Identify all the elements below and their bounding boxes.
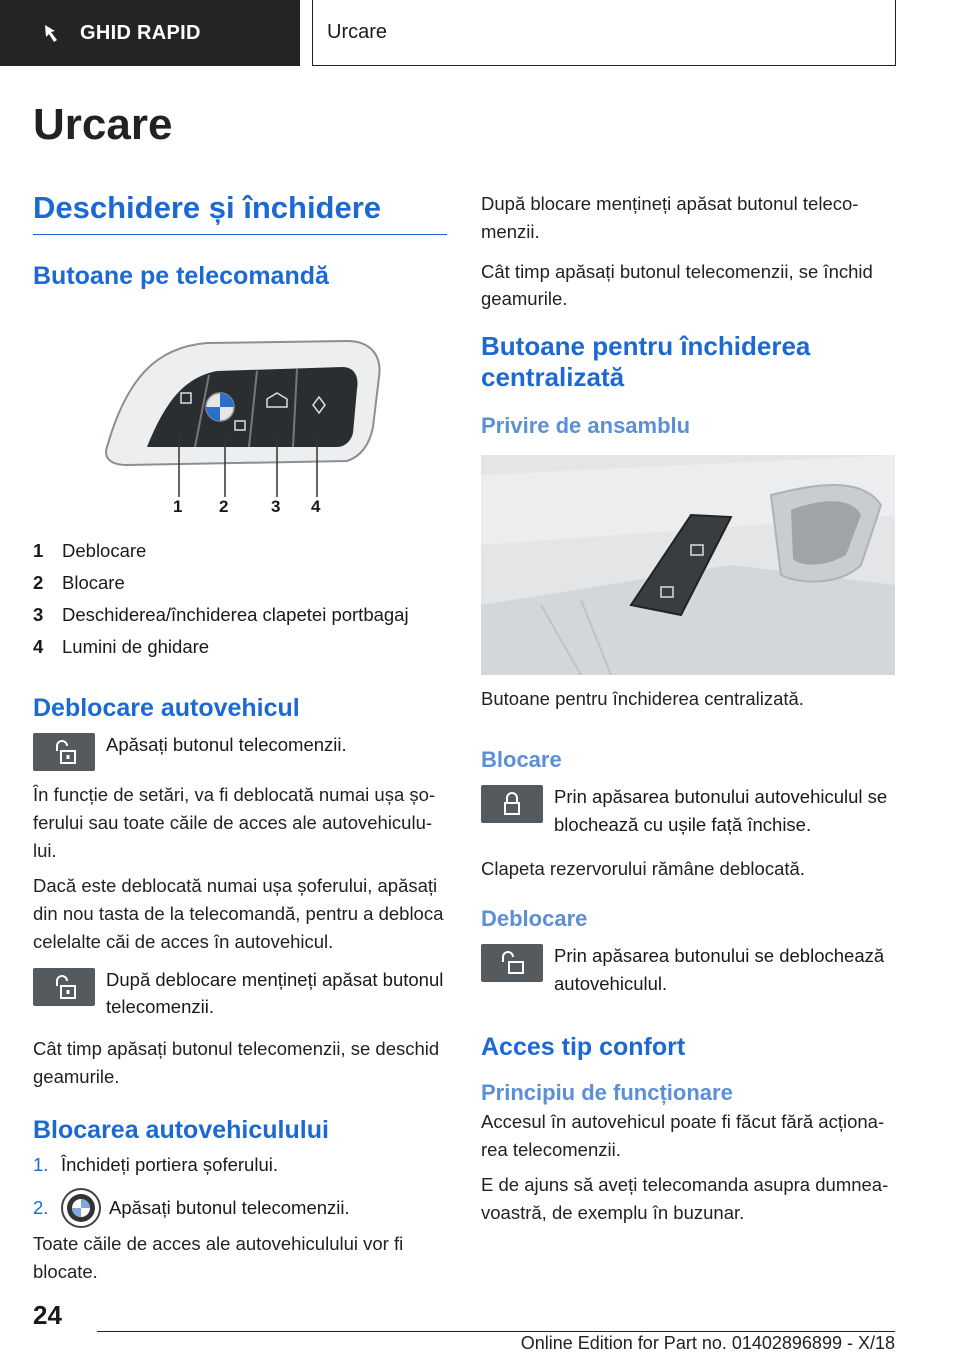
legend-item: 2 Blocare — [33, 572, 125, 593]
unlock-paragraph-1: În funcție de setări, va fi deblocată numai ușa șoferului sau toate căile de acces ale autovehiculului. — [33, 784, 436, 861]
page-number: 24 — [33, 1300, 62, 1330]
callout-2: 2 — [219, 497, 229, 516]
unlock-press-instruction: Apăsați butonul telecomenzii. — [33, 731, 447, 771]
heading-overview: Privire de ansamblu — [481, 413, 691, 439]
lock-step-1: 1. Închideți portiera șoferului. — [33, 1153, 278, 1175]
footer-divider — [97, 1331, 895, 1332]
callout-1: 1 — [173, 497, 183, 516]
section-tab[interactable]: Urcare — [312, 0, 896, 66]
page-title: Urcare — [33, 100, 173, 149]
page-header — [0, 0, 960, 66]
pointer-hand-icon — [40, 20, 66, 46]
heading-remote-buttons: Butoane pe telecomandă — [33, 262, 329, 290]
remote-legend — [33, 535, 447, 663]
heading-unlock: Deblocare — [481, 906, 588, 932]
door-panel-photo — [481, 455, 895, 675]
legend-item: 4 Lumini de ghidare — [33, 636, 210, 657]
left-column — [33, 190, 447, 1286]
legend-item: 3 Deschiderea/închiderea clapetei portbagaj — [33, 604, 409, 625]
heading-open-close: Deschidere și închidere — [33, 190, 447, 235]
unlock-paragraph-3: Cât timp apăsați butonul telecomenzii, se deschid geamurile. — [33, 1038, 440, 1087]
callout-3: 3 — [271, 497, 281, 516]
heading-unlock-vehicle: Deblocare autovehicul — [33, 694, 300, 722]
comfort-paragraph-1: Accesul în autovehicul poate fi făcut fără acționarea telecomenzii. — [481, 1110, 885, 1160]
callout-4: 4 — [311, 497, 321, 516]
lock-fuel-flap-note: Clapeta rezervorului rămâne deblocată. — [481, 857, 805, 879]
right-paragraph-2: Cât timp apăsați butonul telecomenzii, se închid geamurile. — [481, 260, 873, 310]
lock-paragraph-1: Toate căile de acces ale autovehiculului vor fi blocate. — [33, 1233, 404, 1282]
photo-caption: Butoane pentru închiderea centralizată. — [481, 688, 804, 710]
right-column — [481, 190, 895, 1227]
heading-lock-vehicle: Blocarea autovehiculului — [33, 1115, 329, 1144]
quick-guide-tab[interactable] — [0, 0, 300, 66]
bmw-roundel-icon — [61, 1188, 101, 1228]
heading-principle: Principiu de funcționare — [481, 1079, 733, 1105]
legend-item: 1 Deblocare — [33, 540, 147, 561]
unlock-button-icon — [33, 968, 95, 1006]
unlock-paragraph-2: Dacă este deblocată numai ușa șoferului, apăsați din nou tasta de la telecomandă, pentru a debloca celelalte căi de acces în autovehicul. — [33, 875, 444, 952]
unlock-button-icon — [481, 944, 543, 982]
remote-key-illustration — [97, 337, 387, 519]
unlock-button-instruction: Prin apăsarea butonului se deblochează autovehiculul. — [481, 942, 895, 998]
lock-button-instruction: Prin apăsarea butonului autovehiculul se blochează cu ușile față închise. — [481, 783, 895, 839]
comfort-paragraph-2: E de ajuns să aveți telecomanda asupra dumneavoastră, de exemplu în buzunar. — [481, 1174, 889, 1224]
lock-step-2: 2. Apăsați butonul telecomenzii. — [33, 1188, 447, 1228]
unlock-hold-instruction: După deblocare mențineți apăsat butonul telecomenzii. — [33, 966, 447, 1022]
lock-button-icon — [481, 785, 543, 823]
footer-edition: Online Edition for Part no. 01402896899 - X/18 — [520, 1333, 895, 1353]
heading-lock: Blocare — [481, 747, 562, 773]
unlock-button-icon — [33, 733, 95, 771]
heading-central-locking: Butoane pentru închiderea centralizată — [481, 331, 811, 393]
quick-guide-label: GHID RAPID — [80, 21, 201, 44]
right-paragraph-1: După blocare mențineți apăsat butonul telecomenzii. — [481, 193, 859, 242]
heading-comfort-access: Acces tip confort — [481, 1032, 686, 1061]
